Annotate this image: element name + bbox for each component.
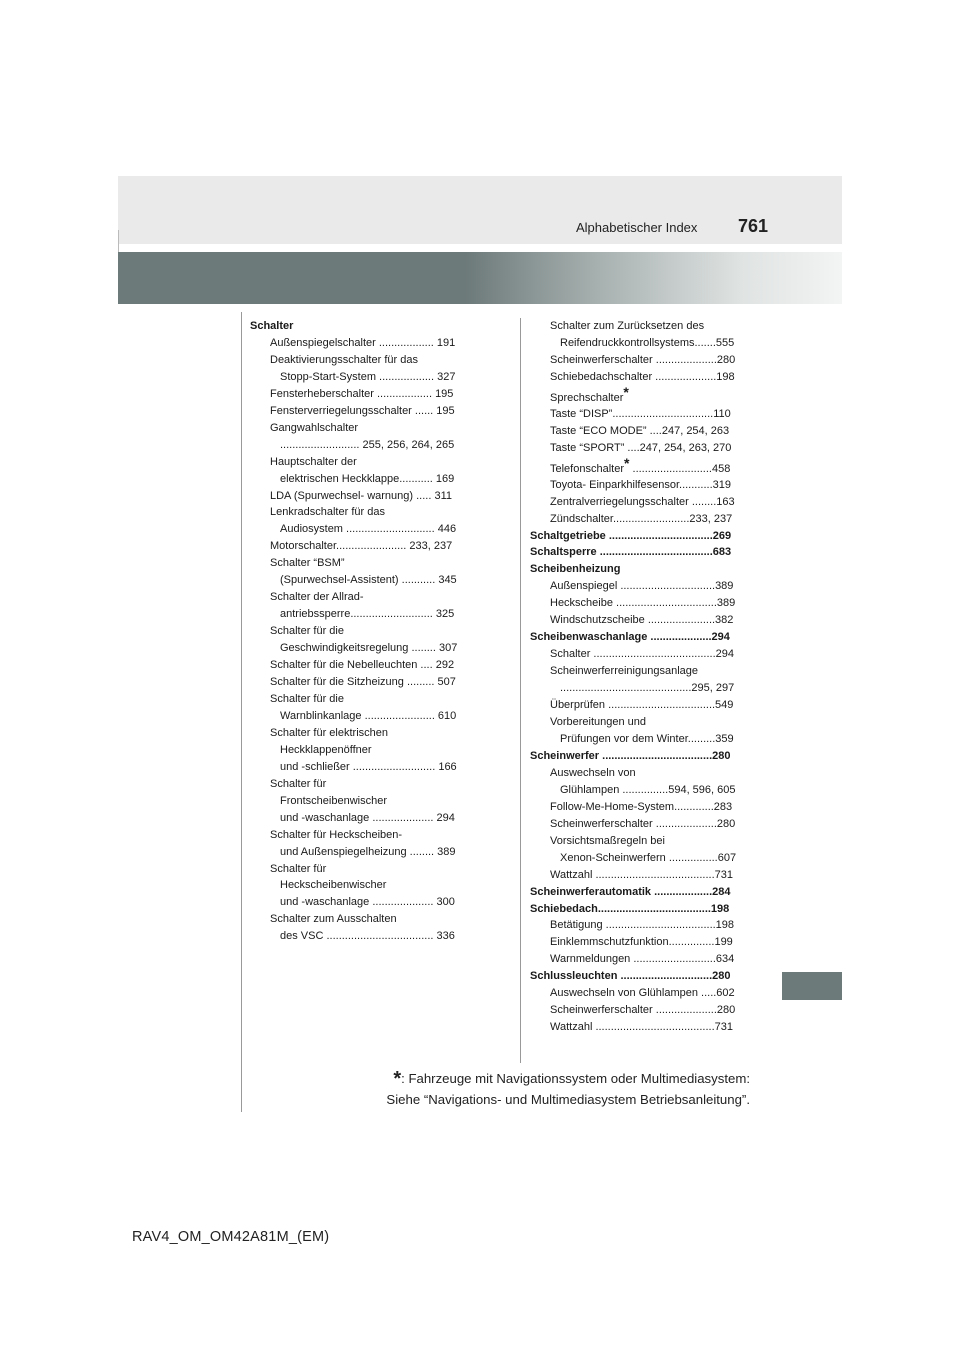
index-entry-text: Scheinwerferschalter ....................280 <box>550 1004 736 1017</box>
index-column-right <box>530 318 750 1036</box>
index-entry <box>530 951 750 968</box>
index-entry-text: Schalter für die Nebelleuchten .... 292 <box>270 659 455 672</box>
index-entry-text: Schalter für die <box>270 625 344 638</box>
index-entry-text: Fensterheberschalter .................. 195 <box>270 387 454 400</box>
index-entry-text: elektrischen Heckklappe........... 169 <box>280 472 455 485</box>
index-entry <box>250 708 473 725</box>
index-entry-text: Warnblinkanlage ....................... 610 <box>280 709 457 722</box>
index-entry <box>530 867 750 884</box>
footnote-text-1: : Fahrzeuge mit Navigationssystem oder Multimediasystem: <box>401 1071 750 1086</box>
index-entry <box>250 861 473 878</box>
index-entry <box>250 437 473 454</box>
index-entry <box>530 985 750 1002</box>
index-entry <box>250 403 473 420</box>
index-entry-text: Vorsichtsmaßregeln bei <box>550 834 665 847</box>
index-entry <box>530 748 750 765</box>
index-entry <box>530 335 750 352</box>
index-entry-text: ...........................................295, 297 <box>560 682 735 695</box>
index-entry <box>530 612 750 629</box>
index-entry <box>250 555 473 572</box>
index-entry-text: Toyota- Einparkhilfesensor...........319 <box>550 478 731 491</box>
index-entry <box>250 793 473 810</box>
index-entry <box>530 884 750 901</box>
index-entry <box>250 454 473 471</box>
index-entry-text: Scheibenwaschanlage ....................294 <box>530 631 730 644</box>
index-entry-text: Follow-Me-Home-System.............283 <box>550 800 733 813</box>
index-entry <box>250 674 473 691</box>
index-entry <box>530 680 750 697</box>
index-entry-text: und -waschanlage .................... 300 <box>280 896 455 909</box>
index-entry <box>250 318 473 335</box>
index-entry <box>530 646 750 663</box>
index-entry <box>250 911 473 928</box>
index-entry <box>530 901 750 918</box>
index-entry-text: des VSC ................................... 336 <box>280 930 455 943</box>
index-entry <box>530 816 750 833</box>
index-entry-text: Zündschalter.........................233, 237 <box>550 512 733 525</box>
index-entry-text: Schalter zum Zurücksetzen des <box>550 320 705 332</box>
index-entry <box>250 657 473 674</box>
index-entry-text: Schalter zum Ausschalten <box>270 913 397 926</box>
index-entry <box>250 386 473 403</box>
index-entry <box>530 799 750 816</box>
chapter-tab-marker <box>782 972 842 1000</box>
index-entry-text: Einklemmschutzfunktion...............199 <box>550 936 733 949</box>
index-entry <box>250 623 473 640</box>
index-entry-text: Scheinwerferreinigungsanlage <box>550 665 698 678</box>
index-entry-text: Schalter für <box>270 862 327 875</box>
index-entry <box>530 406 750 423</box>
index-entry <box>530 765 750 782</box>
index-entry-text: LDA (Spurwechsel- warnung) ..... 311 <box>270 489 452 502</box>
index-entry-page: ..........................458 <box>629 462 731 475</box>
index-entry <box>530 386 750 406</box>
index-entry <box>250 742 473 759</box>
index-entry-text: Schalter für <box>270 777 327 790</box>
index-entry <box>250 352 473 369</box>
index-entry-text: Schlussleuchten ..............................280 <box>530 970 731 983</box>
index-entry-text: Schiebedach.....................................198 <box>530 902 730 915</box>
page-number: 761 <box>738 216 769 236</box>
index-entry-text: Vorbereitungen und <box>550 716 647 729</box>
index-entry-text: Schalter der Allrad- <box>270 591 364 604</box>
index-entry-text: Gangwahlschalter <box>270 421 359 434</box>
index-entry <box>530 1019 750 1036</box>
index-entry-text: Schalter für Heckscheiben- <box>270 828 403 841</box>
index-entry <box>250 725 473 742</box>
index-entry <box>250 471 473 488</box>
section-title: Alphabetischer Index <box>576 220 698 235</box>
index-entry <box>530 369 750 386</box>
asterisk-mark: * <box>393 1068 402 1090</box>
index-entry <box>530 731 750 748</box>
index-entry <box>250 640 473 657</box>
index-entry <box>530 697 750 714</box>
index-entry <box>250 572 473 589</box>
index-entry <box>530 629 750 646</box>
index-entry-text: Heckklappenöffner <box>280 743 372 756</box>
footnote-line-2: Siehe “Navigations- und Multimediasystem Betriebsanleitung”. <box>386 1092 750 1107</box>
index-entry <box>530 318 750 335</box>
index-entry <box>250 877 473 894</box>
index-entry <box>530 968 750 985</box>
index-entry-text: Audiosystem ............................. 446 <box>280 523 457 536</box>
index-entry <box>250 589 473 606</box>
index-entry-text: Schaltgetriebe ..................................269 <box>530 529 732 542</box>
index-entry-text: Prüfungen vor dem Winter.........359 <box>560 732 734 745</box>
index-entry-text: Scheibenheizung <box>530 563 621 576</box>
index-entry-text: Überprüfen ...................................549 <box>550 699 734 712</box>
index-entry <box>250 606 473 623</box>
index-entry-text: Zentralverriegelungsschalter ........163 <box>550 495 735 508</box>
index-entry <box>530 1002 750 1019</box>
index-entry-text: Schalter ........................................294 <box>550 648 735 661</box>
index-entry <box>250 691 473 708</box>
index-entry-text: Lenkradschalter für das <box>270 506 385 519</box>
index-entry <box>530 850 750 867</box>
index-entry-text: Stopp-Start-System .................. 327 <box>280 370 456 383</box>
index-entry <box>530 440 750 457</box>
index-entry-text: und Außenspiegelheizung ........ 389 <box>280 845 456 858</box>
index-entry-text: Motorschalter....................... 233, 237 <box>270 540 453 553</box>
index-entry <box>530 423 750 440</box>
index-entry-text: Schiebedachschalter ....................198 <box>550 370 735 383</box>
index-entry <box>250 521 473 538</box>
index-entry <box>530 477 750 494</box>
index-entry-text: Frontscheibenwischer <box>280 794 387 807</box>
document-code: RAV4_OM_OM42A81M_(EM) <box>132 1229 330 1245</box>
index-entry <box>530 833 750 850</box>
index-entry-text: Scheinwerferautomatik ...................284 <box>530 885 731 898</box>
index-entry-text: antriebssperre........................... 325 <box>280 608 455 621</box>
index-entry-text: Auswechseln von <box>550 766 636 779</box>
index-entry-text: Deaktivierungsschalter für das <box>270 353 418 366</box>
index-entry-text: Reifendruckkontrollsystems.......555 <box>560 336 735 349</box>
index-entry-text: Außenspiegelschalter .................. 191 <box>270 336 456 349</box>
index-entry <box>530 544 750 561</box>
index-entry <box>250 844 473 861</box>
index-entry <box>250 928 473 945</box>
index-entry <box>530 457 750 477</box>
index-entry <box>250 335 473 352</box>
index-entry-text: Fensterverriegelungsschalter ...... 195 <box>270 404 455 417</box>
index-entry-text: Taste “SPORT” ....247, 254, 263, 270 <box>550 441 732 454</box>
index-entry-text: Betätigung ....................................198 <box>550 919 735 932</box>
index-entry <box>530 561 750 578</box>
index-entry-text: Schalter für die <box>270 692 344 705</box>
index-entry <box>250 504 473 521</box>
index-entry-text: Xenon-Scheinwerfern ................607 <box>560 851 737 864</box>
index-entry-text: Scheinwerferschalter ....................280 <box>550 353 736 366</box>
chapter-gradient-bar <box>118 252 842 304</box>
index-entry-text: und -schließer ........................... 166 <box>280 760 457 773</box>
index-entry-text: Hauptschalter der <box>270 455 357 468</box>
index-entry-text: Windschutzscheibe ......................382 <box>550 614 734 627</box>
index-entry-text: Heckscheibenwischer <box>280 879 387 892</box>
index-entry-text: Auswechseln von Glühlampen .....602 <box>550 987 735 1000</box>
asterisk-mark: * <box>624 456 630 471</box>
index-entry <box>250 759 473 776</box>
index-entry-text: Scheinwerfer ....................................280 <box>530 749 731 762</box>
index-entry <box>530 511 750 528</box>
index-entry <box>530 595 750 612</box>
index-entry <box>250 488 473 505</box>
index-entry <box>250 420 473 437</box>
index-entry-text: Schalter für die Sitzheizung ......... 507 <box>270 676 456 689</box>
index-entry <box>250 827 473 844</box>
index-entry-text: Scheinwerferschalter ....................280 <box>550 817 736 830</box>
index-entry-text: Außenspiegel ...............................389 <box>550 580 734 593</box>
index-entry <box>250 369 473 386</box>
index-entry-text: Schalter <box>250 320 294 332</box>
index-entry-text: Schalter “BSM” <box>270 557 345 570</box>
index-entry <box>530 578 750 595</box>
index-column-left <box>250 318 473 945</box>
index-entry-text: Schalter für elektrischen <box>270 726 388 739</box>
index-entry-text: Wattzahl .......................................731 <box>550 868 733 881</box>
index-entry-text: Warnmeldungen ...........................634 <box>550 953 735 966</box>
index-entry <box>530 528 750 545</box>
footnote-line-1 <box>393 1068 750 1091</box>
column-divider <box>520 318 521 1063</box>
index-entry-text: Taste “DISP”.................................110 <box>550 407 731 420</box>
index-entry-text: Telefonschalter <box>550 462 624 475</box>
index-entry-text: Geschwindigkeitsregelung ........ 307 <box>280 642 458 655</box>
index-entry <box>530 917 750 934</box>
index-entry-text: Glühlampen ...............594, 596, 605 <box>560 783 736 796</box>
index-entry-text: Taste “ECO MODE” ....247, 254, 263 <box>550 424 730 437</box>
index-entry <box>530 494 750 511</box>
index-entry-text: Schaltsperre .....................................683 <box>530 546 732 559</box>
header-band <box>118 176 842 244</box>
index-entry <box>250 810 473 827</box>
index-entry <box>530 714 750 731</box>
index-entry-text: .......................... 255, 256, 264, 265 <box>280 438 455 451</box>
index-entry-text: Sprechschalter <box>550 391 624 404</box>
index-entry-text: Heckscheibe .................................389 <box>550 597 736 610</box>
index-entry <box>530 663 750 680</box>
index-entry <box>530 352 750 369</box>
index-entry-text: und -waschanlage .................... 294 <box>280 811 455 824</box>
index-entry <box>250 894 473 911</box>
left-margin-rule <box>241 312 242 1112</box>
index-entry <box>530 782 750 799</box>
index-entry <box>530 934 750 951</box>
asterisk-mark: * <box>623 385 629 400</box>
index-entry-text: (Spurwechsel-Assistent) ........... 345 <box>280 574 457 587</box>
index-entry <box>250 538 473 555</box>
index-entry <box>250 776 473 793</box>
index-entry-text: Wattzahl .......................................731 <box>550 1021 733 1034</box>
